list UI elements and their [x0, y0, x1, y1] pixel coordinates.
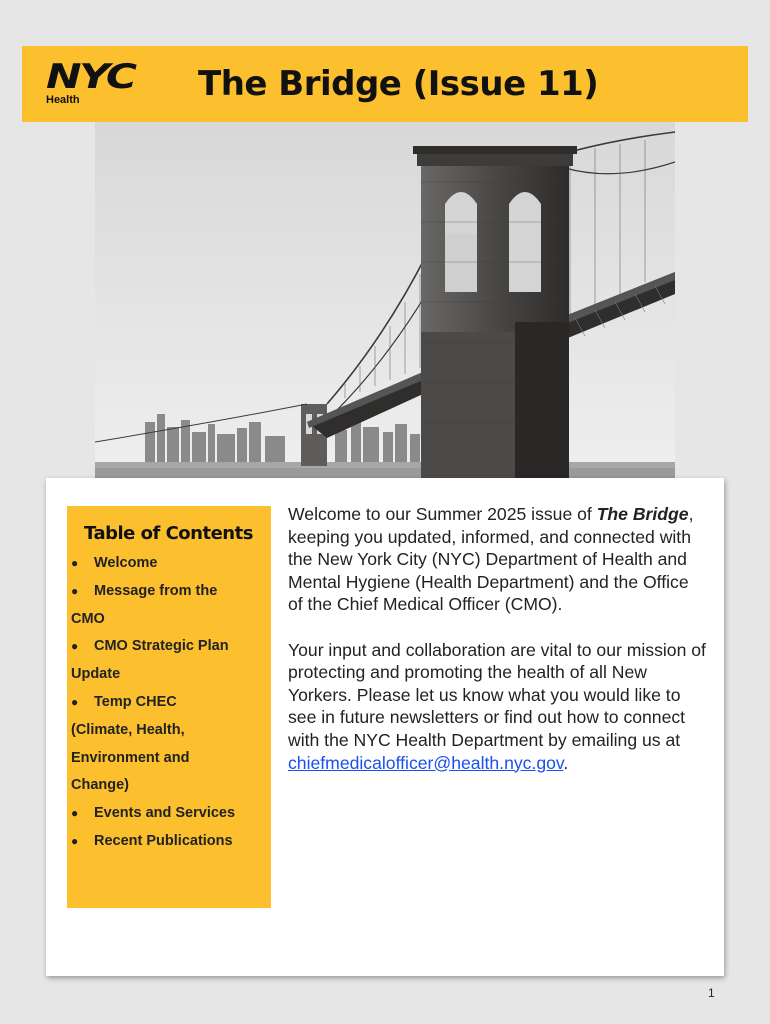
toc-item-label: CMO Strategic Plan [94, 638, 229, 655]
toc-item-label: Update [71, 666, 121, 683]
toc-title: Table of Contents [84, 523, 253, 544]
header-banner [22, 46, 748, 122]
toc-item-label: Message from the [94, 582, 218, 599]
toc-item-label: Recent Publications [94, 832, 233, 849]
page-title: The Bridge (Issue 11) [198, 64, 599, 104]
table-of-contents [67, 506, 271, 908]
newsletter-name: The Bridge [596, 504, 689, 524]
bridge-illustration [95, 122, 675, 478]
page-number: 1 [708, 986, 715, 1000]
toc-item-label: CMO [71, 610, 105, 627]
logo-subtext: Health [46, 94, 80, 106]
content-card [46, 478, 724, 976]
bridge-photo [95, 122, 675, 478]
logo-text: NYC [46, 57, 135, 97]
toc-item-label: Events and Services [94, 805, 236, 822]
toc-item-temp-chec[interactable] [71, 689, 269, 717]
bullet-icon: ● [71, 833, 79, 848]
toc-item-label: Change) [71, 777, 129, 794]
intro-text-segment: Welcome to our Summer 2025 issue of [288, 504, 597, 524]
toc-item-message-cont[interactable] [71, 606, 269, 634]
toc-item-temp-chec-cont[interactable] [71, 717, 269, 745]
toc-item-strategic-plan[interactable] [71, 633, 269, 661]
toc-item-welcome[interactable] [71, 550, 269, 578]
toc-item-label: Temp CHEC [94, 693, 177, 710]
intro-text-segment: . [563, 752, 569, 773]
toc-item-label: Welcome [94, 555, 158, 571]
bullet-icon: ● [71, 583, 79, 598]
nyc-health-logo [46, 57, 146, 110]
intro-text-segment: , keeping you updated, informed, and connected with the New York City (NYC) Department of Health and Mental Hygiene (Health Department) and the Office of the Chief Medical Officer (CMO). [288, 504, 694, 615]
bullet-icon: ● [71, 556, 79, 570]
toc-item-events[interactable] [71, 800, 269, 828]
toc-item-temp-chec-cont3[interactable] [71, 772, 269, 800]
toc-item-label: Environment and [71, 749, 190, 766]
toc-item-label: (Climate, Health, [71, 721, 185, 738]
intro-paragraph-2 [288, 639, 708, 775]
toc-item-message[interactable] [71, 578, 269, 606]
intro-paragraph-1 [288, 503, 708, 616]
email-link[interactable]: chiefmedicalofficer@health.nyc.gov [288, 752, 564, 773]
toc-list [71, 550, 269, 856]
intro-text [288, 503, 708, 797]
toc-item-strategic-plan-cont[interactable] [71, 661, 269, 689]
bullet-icon: ● [71, 639, 79, 654]
toc-item-temp-chec-cont2[interactable] [71, 745, 269, 773]
toc-item-publications[interactable] [71, 828, 269, 856]
bullet-icon: ● [71, 806, 79, 821]
bullet-icon: ● [71, 694, 79, 709]
intro-text-segment: Your input and collaboration are vital to our mission of protecting and promoting the health of all New Yorkers. Please let us know what you would like to see in future newsletters or find out how to connect with the NYC Health Department by emailing us at [288, 639, 706, 750]
